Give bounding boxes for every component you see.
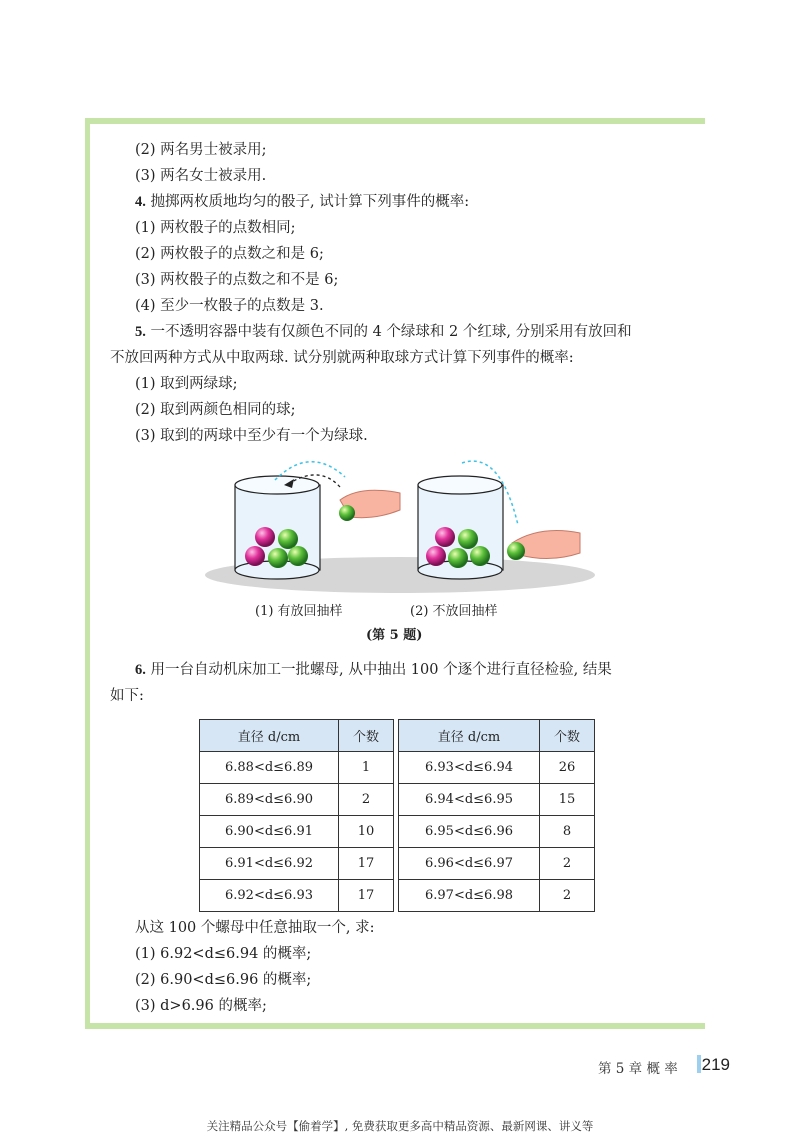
q3-item-2: (2) 两名男士被录用; — [135, 142, 267, 158]
bottom-rule — [85, 1023, 705, 1029]
q6-item-3: (3) d>6.96 的概率; — [135, 998, 267, 1014]
header-diameter: 直径 d/cm — [200, 720, 339, 752]
cell-range: 6.93<d≤6.94 — [399, 752, 540, 784]
q6-item-2: (2) 6.90<d≤6.96 的概率; — [135, 972, 312, 988]
page-number: 219 — [701, 1055, 730, 1074]
cell-count: 26 — [540, 752, 595, 784]
green-ball — [448, 548, 468, 568]
cell-count: 17 — [339, 848, 394, 880]
q4-number: 4. — [135, 194, 146, 210]
green-ball — [288, 546, 308, 566]
q5-item-2: (2) 取到两颜色相同的球; — [135, 402, 296, 418]
jar-without-replacement — [418, 476, 503, 579]
green-ball — [278, 529, 298, 549]
cell-count: 10 — [339, 816, 394, 848]
top-rule — [85, 118, 705, 124]
q4-item-4: (4) 至少一枚骰子的点数是 3. — [135, 298, 324, 314]
table-row — [200, 848, 595, 880]
q4-item-1: (1) 两枚骰子的点数相同; — [135, 220, 296, 236]
cell-count: 1 — [339, 752, 394, 784]
page-marker — [697, 1055, 701, 1073]
sampling-figure — [200, 455, 600, 600]
q6-text: 用一台自动机床加工一批螺母, 从中抽出 100 个逐个进行直径检验, 结果 — [145, 662, 612, 678]
cell-count: 2 — [339, 784, 394, 816]
footer-note: 关注精品公众号【偷着学】, 免费获取更多高中精品资源、最新网课、讲义等 — [206, 1119, 594, 1133]
red-ball — [255, 527, 275, 547]
q6-stem — [135, 660, 612, 680]
header-count: 个数 — [540, 720, 595, 752]
q3-item-3: (3) 两名女士被录用. — [135, 168, 267, 184]
q4-stem — [135, 192, 469, 212]
cell-count: 2 — [540, 880, 595, 912]
red-ball — [426, 546, 446, 566]
q4-item-3: (3) 两枚骰子的点数之和不是 6; — [135, 272, 339, 288]
red-ball — [435, 527, 455, 547]
cell-range: 6.97<d≤6.98 — [399, 880, 540, 912]
cell-count: 2 — [540, 848, 595, 880]
cell-range: 6.90<d≤6.91 — [200, 816, 339, 848]
jar-with-replacement — [235, 476, 320, 579]
q6-number: 6. — [135, 662, 146, 678]
table-header-row — [200, 720, 595, 752]
header-count: 个数 — [339, 720, 394, 752]
green-ball-drawn — [339, 505, 355, 521]
q5-number: 5. — [135, 324, 146, 340]
cell-range: 6.88<d≤6.89 — [200, 752, 339, 784]
green-ball — [268, 548, 288, 568]
q5-stem-cont: 不放回两种方式从中取两球. 试分别就两种取球方式计算下列事件的概率: — [110, 350, 574, 366]
q4-item-2: (2) 两枚骰子的点数之和是 6; — [135, 246, 324, 262]
cell-range: 6.94<d≤6.95 — [399, 784, 540, 816]
green-ball — [470, 546, 490, 566]
table-row — [200, 752, 595, 784]
table-row — [200, 816, 595, 848]
red-ball — [245, 546, 265, 566]
q6-item-1: (1) 6.92<d≤6.94 的概率; — [135, 946, 312, 962]
q5-item-3: (3) 取到的两球中至少有一个为绿球. — [135, 428, 368, 444]
table-row — [200, 784, 595, 816]
cell-range: 6.89<d≤6.90 — [200, 784, 339, 816]
cell-count: 8 — [540, 816, 595, 848]
figure-title: (第 5 题) — [366, 628, 423, 643]
chapter-label: 第 5 章 概 率 — [598, 1061, 678, 1077]
cell-count: 17 — [339, 880, 394, 912]
q6-stem-cont: 如下: — [110, 688, 144, 704]
q6-question: 从这 100 个螺母中任意抽取一个, 求: — [135, 920, 375, 936]
figure-caption-1: (1) 有放回抽样 — [255, 604, 343, 619]
cell-range: 6.92<d≤6.93 — [200, 880, 339, 912]
cell-count: 15 — [540, 784, 595, 816]
green-ball — [458, 529, 478, 549]
q5-stem — [135, 322, 632, 342]
cell-range: 6.95<d≤6.96 — [399, 816, 540, 848]
q5-text: 一不透明容器中装有仅颜色不同的 4 个绿球和 2 个红球, 分别采用有放回和 — [145, 324, 632, 340]
diameter-table — [199, 719, 595, 912]
green-ball-drawn — [507, 542, 525, 560]
header-diameter: 直径 d/cm — [399, 720, 540, 752]
q5-item-1: (1) 取到两绿球; — [135, 376, 238, 392]
cell-range: 6.96<d≤6.97 — [399, 848, 540, 880]
left-rule — [85, 118, 90, 1028]
q4-text: 抛掷两枚质地均匀的骰子, 试计算下列事件的概率: — [145, 194, 470, 210]
table-row — [200, 880, 595, 912]
cell-range: 6.91<d≤6.92 — [200, 848, 339, 880]
figure-caption-2: (2) 不放回抽样 — [410, 604, 498, 619]
